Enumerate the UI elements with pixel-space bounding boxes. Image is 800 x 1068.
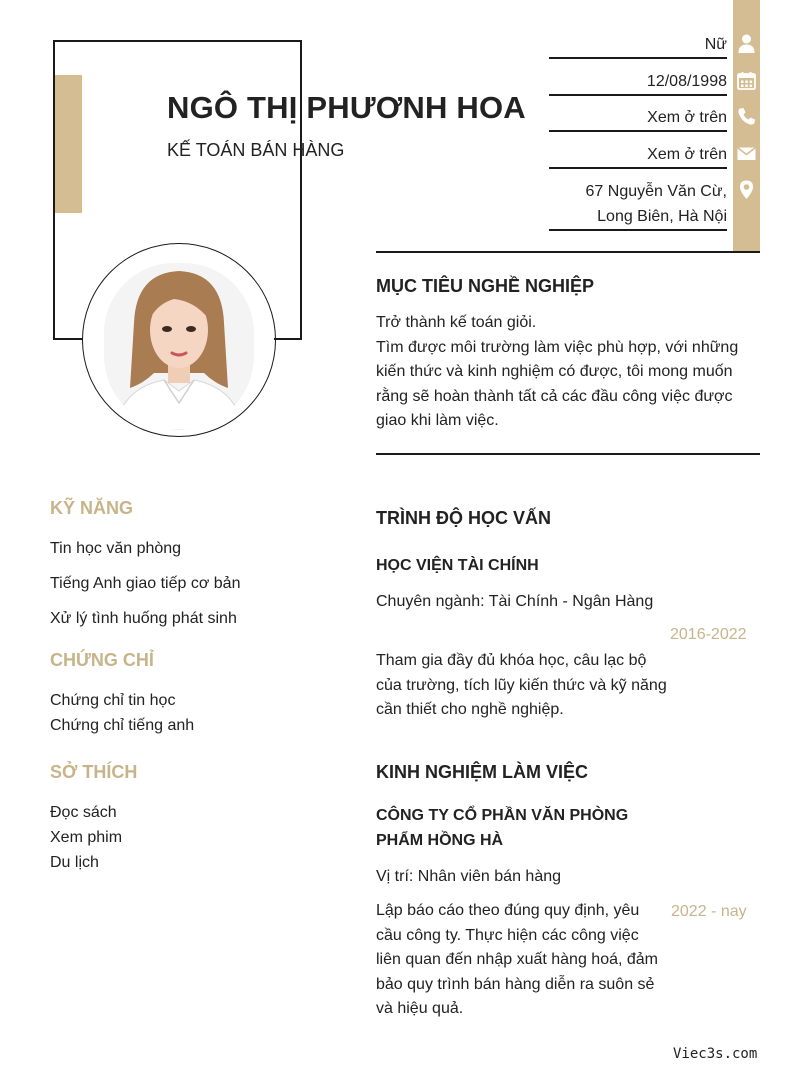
address-line-1: 67 Nguyễn Văn Cừ, (585, 183, 727, 200)
skill-item: Tiếng Anh giao tiếp cơ bản (50, 575, 241, 592)
frame-foot-left (53, 338, 83, 340)
objective-line-1: Trở thành kế toán giỏi. (376, 314, 537, 331)
candidate-name: NGÔ THỊ PHƯƠNH HOA (167, 90, 526, 125)
objective-bottom-rule (376, 453, 760, 455)
objective-top-rule (376, 251, 760, 253)
certificate-item: Chứng chỉ tin học (50, 692, 176, 709)
certificate-item: Chứng chỉ tiếng anh (50, 717, 195, 734)
skill-item: Xử lý tình huống phát sinh (50, 610, 237, 627)
email-field: Xem ở trên (549, 143, 727, 169)
frame-edge-left (53, 212, 55, 340)
site-watermark: Viec3s.com (673, 1046, 758, 1062)
experience-period: 2022 - nay (671, 903, 747, 920)
education-major: Chuyên ngành: Tài Chính - Ngân Hàng (376, 593, 654, 610)
skills-title: KỸ NĂNG (50, 498, 134, 518)
hobbies-title: SỞ THÍCH (50, 762, 138, 782)
phone-icon (736, 106, 757, 127)
experience-company: CÔNG TY CỔ PHẦN VĂN PHÒNG PHẨM HỒNG HÀ (376, 807, 629, 849)
profile-photo (104, 263, 254, 430)
job-title: KẾ TOÁN BÁN HÀNG (167, 140, 345, 160)
hobby-item: Du lịch (50, 854, 99, 871)
hobby-item: Xem phim (50, 829, 123, 846)
education-period: 2016-2022 (670, 626, 747, 643)
calendar-icon (736, 70, 757, 91)
education-description: Tham gia đầy đủ khóa học, câu lạc bộ của trường, tích lũy kiến thức và kỹ năng cần thiết cho nghề nghiệp. (376, 652, 667, 718)
experience-position: Vị trí: Nhân viên bán hàng (376, 868, 562, 885)
address-line-2: Long Biên, Hà Nội (597, 207, 727, 225)
accent-bar (55, 75, 82, 213)
frame-edge-right (300, 212, 302, 340)
education-school: HỌC VIỆN TÀI CHÍNH (376, 557, 539, 574)
certificates-title: CHỨNG CHỈ (50, 650, 154, 670)
address-field (549, 180, 727, 231)
experience-description: Lập báo cáo theo đúng quy định, yêu cầu công ty. Thực hiện các công việc liên quan đến nhập xuất hàng hoá, đảm bảo quy trình bán hàng diễn ra suôn sẻ và hiệu quả. (376, 902, 659, 1017)
hobby-item: Đọc sách (50, 804, 117, 821)
frame-foot-right (274, 338, 302, 340)
person-icon (736, 33, 757, 54)
objective-text (376, 311, 760, 434)
gender-field: Nữ (549, 33, 727, 59)
phone-field: Xem ở trên (549, 106, 727, 132)
mail-icon (736, 143, 757, 164)
birthdate-field: 12/08/1998 (549, 70, 727, 96)
experience-title: KINH NGHIỆM LÀM VIỆC (376, 762, 589, 782)
skill-item: Tin học văn phòng (50, 540, 182, 557)
location-icon (736, 179, 757, 200)
objective-line-2: Tìm được môi trường làm việc phù hợp, với những kiến thức và kinh nghiệm có được, tôi mong muốn rằng sẽ hoàn thành tất cả các đầu công việc được giao khi làm việc. (376, 338, 739, 429)
education-title: TRÌNH ĐỘ HỌC VẤN (376, 508, 551, 528)
objective-title: MỤC TIÊU NGHỀ NGHIỆP (376, 276, 595, 296)
